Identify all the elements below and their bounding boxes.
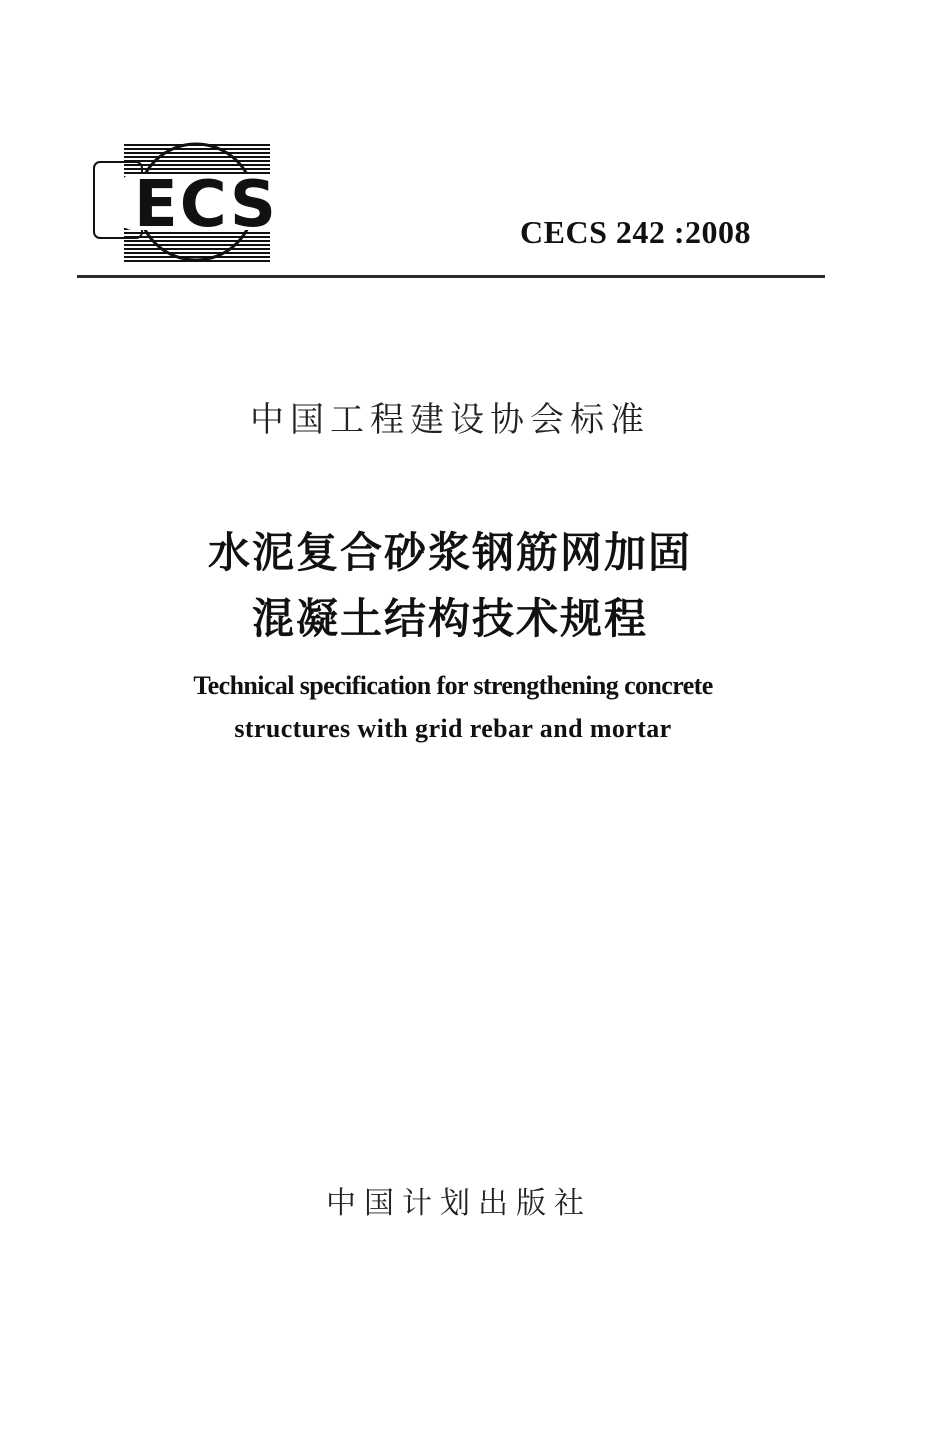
- chinese-title-line-1: 水泥复合砂浆钢筋网加固: [207, 528, 692, 577]
- chinese-title-line-2: 混凝土结构技术规程: [251, 594, 648, 643]
- english-title-line-2: structures with grid rebar and mortar: [234, 714, 672, 743]
- english-title-line-1: Technical specification for strengthening concrete: [193, 671, 713, 700]
- header-divider: [77, 275, 825, 278]
- association-name: 中国工程建设协会标准: [250, 400, 650, 440]
- standard-code: CECS 242 :2008: [520, 214, 752, 250]
- ecs-logo-icon: [88, 140, 298, 264]
- svg-text:ECS: ECS: [134, 168, 278, 242]
- publisher-name: 中国计划出版社: [326, 1186, 592, 1221]
- ecs-logo: [88, 140, 298, 264]
